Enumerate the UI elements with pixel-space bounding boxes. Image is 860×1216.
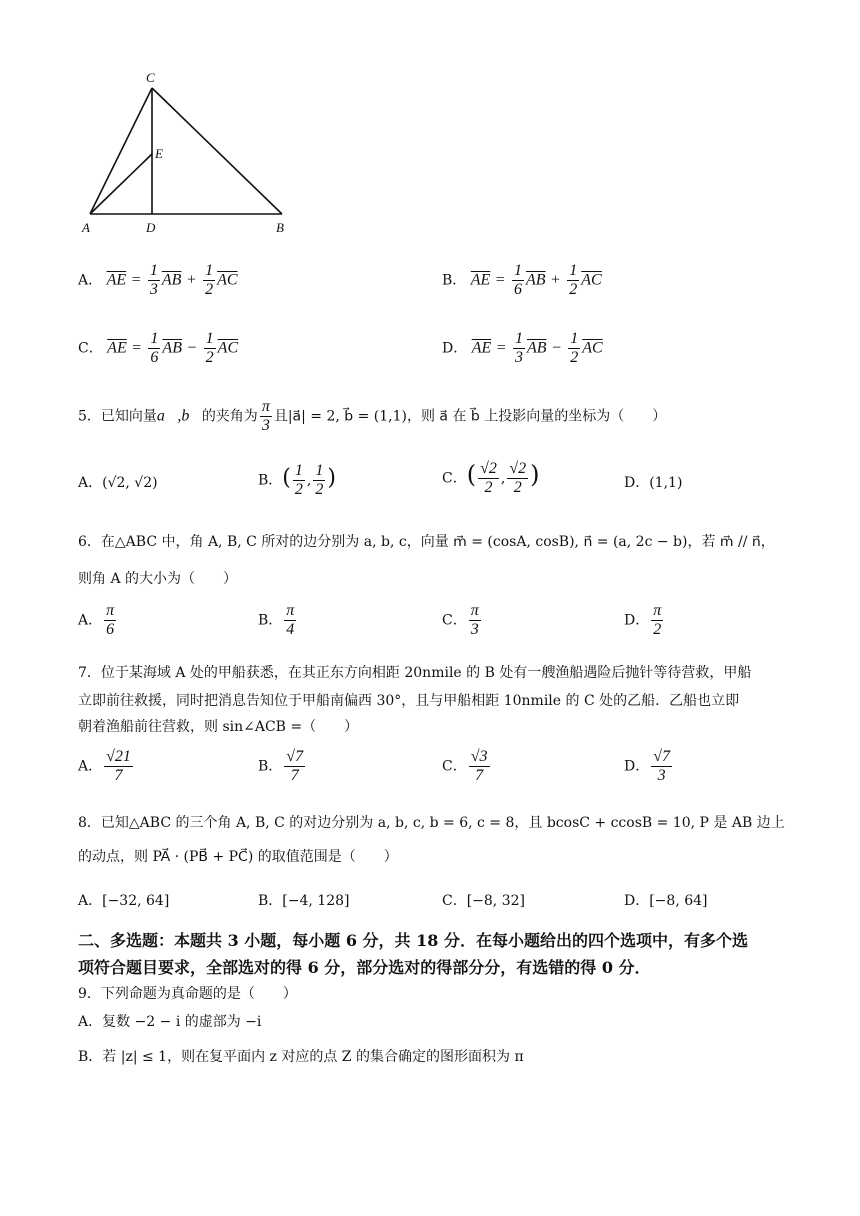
q4-option-b[interactable]: B． $\overline{AE}$ = $\frac{1}{6}$ $\overline{AB}$ + $\frac{1}{2}$ $\overline{AC}$ bbox=[442, 262, 602, 298]
q7-option-a[interactable]: A． $\frac{√21}{7}$ bbox=[78, 748, 131, 784]
q4-option-d[interactable]: D． $\overline{AE}$ = $\frac{1}{3}$ $\overline{AB}$ − $\frac{1}{2}$ $\overline{AC}$ bbox=[442, 330, 603, 366]
q7-stem-line1: 7．位于某海域 A 处的甲船获悉，在其正东方向相距 20nmile 的 B 处有一艘渔船遇险后抛针等待营救，甲船 bbox=[78, 665, 752, 681]
q8-option-d[interactable]: D．[−8, 64] bbox=[624, 893, 708, 909]
q7-option-d[interactable]: D． $\frac{√7}{3}$ bbox=[624, 748, 671, 784]
pi-over-3: $\frac{\pi}{3}$ bbox=[261, 398, 270, 434]
q6-option-c[interactable]: C． $\frac{\pi}{3}$ bbox=[442, 602, 479, 638]
q8-option-b[interactable]: B．[−4, 128] bbox=[258, 893, 350, 909]
q6-stem-line1: 6．在△ABC 中，角 A, B, C 所对的边分别为 a, b, c，向量 m⃗ = (cosA, cosB), n⃗ = (a, 2c − b)，若 m⃗ // n⃗， bbox=[78, 534, 775, 550]
q9-stem: 9．下列命题为真命题的是（ ） bbox=[78, 986, 297, 1002]
q8-option-c[interactable]: C．[−8, 32] bbox=[442, 893, 525, 909]
q4-option-c[interactable]: C． $\overline{AE}$ = $\frac{1}{6}$ $\overline{AB}$ − $\frac{1}{2}$ $\overline{AC}$ bbox=[78, 330, 239, 366]
section2-heading-line2: 项符合题目要求，全部选对的得 6 分，部分选对的得部分分，有选错的得 0 分． bbox=[78, 958, 651, 977]
q7-option-c[interactable]: C． $\frac{√3}{7}$ bbox=[442, 748, 488, 784]
section2-heading-line1: 二、多选题：本题共 3 小题，每小题 6 分，共 18 分．在每小题给出的四个选项中，有多个选 bbox=[78, 931, 748, 950]
q8-stem-line2: 的动点，则 PA⃗ · (PB⃗ + PC⃗) 的取值范围是（ ） bbox=[78, 849, 398, 865]
q5-option-a[interactable]: A．(√2, √2) bbox=[78, 475, 158, 491]
label-d: D bbox=[146, 220, 156, 235]
label-e: E bbox=[155, 146, 163, 161]
q6-stem-line2: 则角 A 的大小为（ ） bbox=[78, 571, 238, 587]
q9-option-a[interactable]: A．复数 −2 − i 的虚部为 −i bbox=[78, 1014, 262, 1030]
q7-stem-line2: 立即前往救援，同时把消息告知位于甲船南偏西 30°，且与甲船相距 10nmile 的 C 处的乙船．乙船也立即 bbox=[78, 693, 740, 709]
q8-stem-line1: 8．已知△ABC 的三个角 A, B, C 的对边分别为 a, b, c, b = 6, c = 8，且 bcosC + ccosB = 10, P 是 AB 边上 bbox=[78, 815, 785, 831]
q4-option-a[interactable]: A． $\overline{AE}$ = $\frac{1}{3}$ $\overline{AB}$ + $\frac{1}{2}$ $\overline{AC}$ bbox=[78, 262, 238, 298]
q6-option-b[interactable]: B． $\frac{\pi}{4}$ bbox=[258, 602, 295, 638]
q5-option-b[interactable]: B．( $\frac{1}{2}$ , $\frac{1}{2}$ ) bbox=[258, 462, 336, 498]
label-b: B bbox=[276, 220, 284, 235]
q8-option-a[interactable]: A．[−32, 64] bbox=[78, 893, 170, 909]
label-c: C bbox=[146, 70, 155, 85]
q5-option-d[interactable]: D．(1,1) bbox=[624, 475, 683, 491]
triangle-figure bbox=[70, 68, 300, 238]
q6-option-a[interactable]: A． $\frac{\pi}{6}$ bbox=[78, 602, 115, 638]
q5-stem: 5．已知向量a⃗,b⃗的夹角为 $\frac{\pi}{3}$ 且|a⃗| = 2, b⃗ = (1,1)，则 a⃗ 在 b⃗ 上投影向量的坐标为（ ） bbox=[78, 398, 667, 434]
q7-stem-line3: 朝着渔船前往营救，则 sin∠ACB =（ ） bbox=[78, 719, 359, 735]
q7-option-b[interactable]: B． $\frac{√7}{7}$ bbox=[258, 748, 304, 784]
q9-option-b[interactable]: B．若 |z| ≤ 1，则在复平面内 z 对应的点 Z 的集合确定的图形面积为 π bbox=[78, 1049, 524, 1065]
q6-option-d[interactable]: D． $\frac{\pi}{2}$ bbox=[624, 602, 662, 638]
label-a: A bbox=[82, 220, 90, 235]
q5-option-c[interactable]: C．( $\frac{√2}{2}$ , $\frac{√2}{2}$ ) bbox=[442, 460, 540, 496]
